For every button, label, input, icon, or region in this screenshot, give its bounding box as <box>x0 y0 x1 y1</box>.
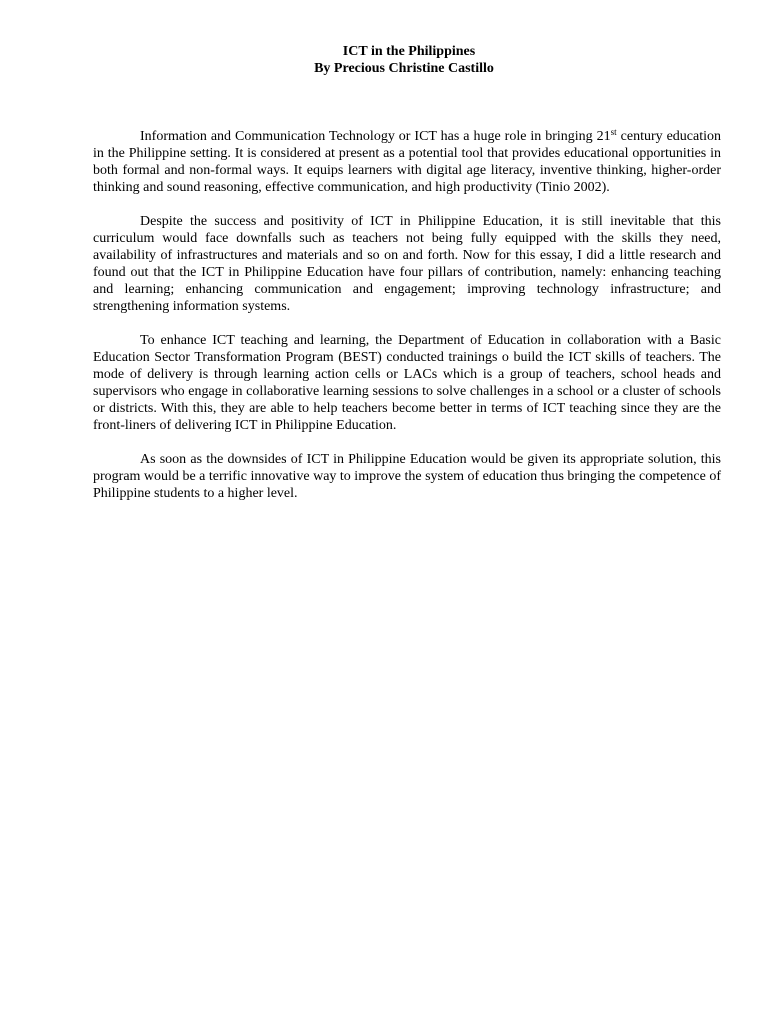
ordinal-superscript: st <box>610 127 617 137</box>
paragraph-4: As soon as the downsides of ICT in Philippine Education would be given its appropriate solution, this program would be a terrific innovative way to improve the system of education thus bringing the competence of Philippine students to a higher level. <box>93 452 721 501</box>
paragraph-2: Despite the success and positivity of ICT in Philippine Education, it is still inevitable that this curriculum would face downfalls such as teachers not being fully equipped with the skills they need, availability of infrastructures and materials and so on and forth. Now for this essay, I did a little research and found out that the ICT in Philippine Education have four pillars of contribution, namely: enhancing teaching and learning; enhancing communication and engagement; improving technology infrastructure; and strengthening information systems. <box>93 214 721 314</box>
paragraph-1 <box>93 128 721 196</box>
document-byline: By Precious Christine Castillo <box>314 61 494 76</box>
title-block <box>0 43 768 77</box>
document-title: ICT in the Philippines <box>342 44 476 59</box>
document-body <box>93 128 721 519</box>
paragraph-1-text-end: century education in the Philippine setting. It is considered at present as a potential tool that provides educational opportunities in both formal and non-formal ways. It equips learners with digital age literacy, inventive thinking, higher-order thinking and sound reasoning, effective communication, and high productivity (Tinio 2002). <box>93 129 721 195</box>
paragraph-3: To enhance ICT teaching and learning, the Department of Education in collaboration with a Basic Education Sector Transformation Program (BEST) conducted trainings o build the ICT skills of teachers. The mode of delivery is through learning action cells or LACs which is a group of teachers, school heads and supervisors who engage in collaborative learning sessions to solve challenges in a school or a cluster of schools or districts. With this, they are able to help teachers become better in terms of ICT teaching since they are the front-liners of delivering ICT in Philippine Education. <box>93 333 721 433</box>
paragraph-1-text-start: Information and Communication Technology or ICT has a huge role in bringing 21 <box>140 129 611 144</box>
